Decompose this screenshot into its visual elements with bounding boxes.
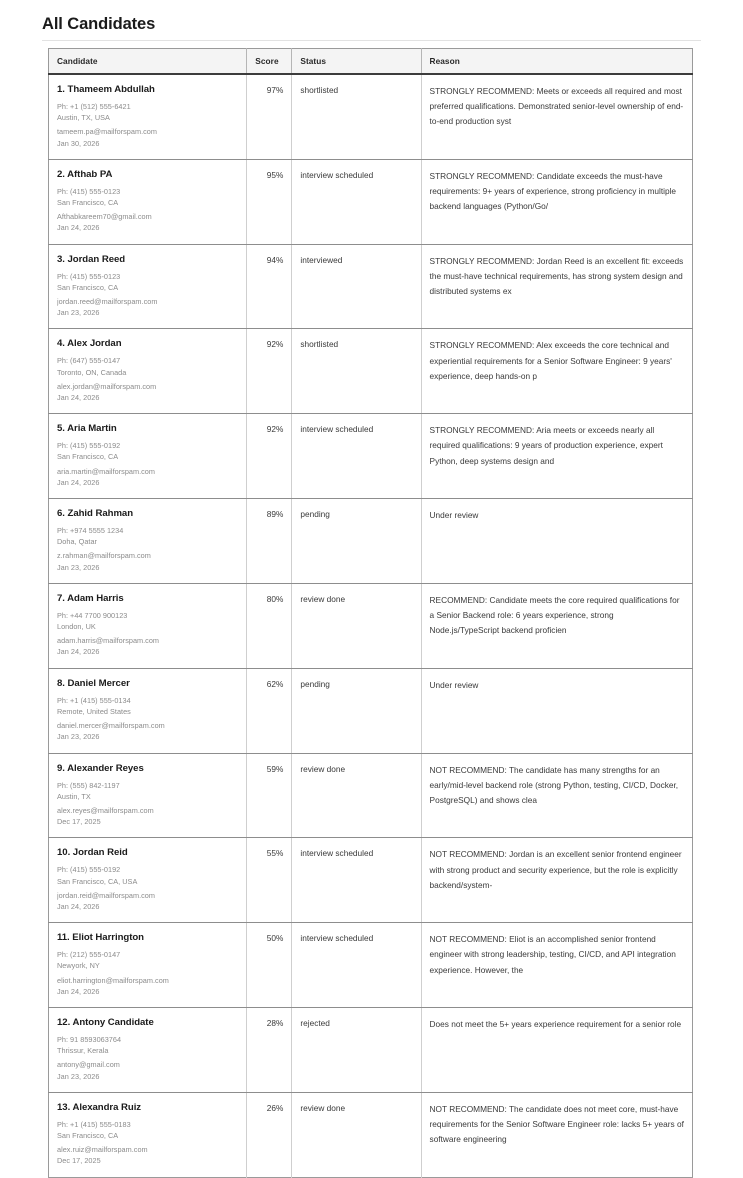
candidate-date: Jan 24, 2026 [57,901,100,911]
candidate-phone: Ph: (415) 555-0123 [57,186,121,196]
candidate-cell [49,583,247,668]
candidates-table [48,48,693,1178]
reason-cell: STRONGLY RECOMMEND: Aria meets or exceeds nearly all required qualifications: 9 years of production experience, expert Python, deep systems design and [421,414,692,499]
candidate-phone: Ph: +974 5555 1234 [57,526,124,536]
candidate-date: Jan 23, 2026 [57,732,100,742]
reason-cell: NOT RECOMMEND: Eliot is an accomplished senior frontend engineer with strong leadership, testing, CI/CD, and API integration experience. However, the [421,923,692,1008]
table-header [49,49,693,75]
score-cell: 59% [247,753,292,838]
reason-cell: NOT RECOMMEND: The candidate does not meet core, must-have requirements for the Senior Software Engineer role: lacks 5+ years of software engineering [429,1103,684,1145]
candidate-cell [49,414,247,499]
candidate-cell [49,499,247,584]
candidate-name: 6. Zahid Rahman [57,508,134,520]
candidate-email: alex.ruiz@mailforspam.com [57,1145,148,1155]
candidate-date: Jan 24, 2026 [57,477,100,487]
candidate-phone: Ph: +1 (415) 555-0134 [57,695,131,705]
table-row[interactable] [49,499,693,584]
candidates-table-container [48,48,693,1178]
candidate-date: Jan 24, 2026 [57,223,100,233]
candidate-email: eliot.harrington@mailforspam.com [57,975,169,985]
reason-cell: STRONGLY RECOMMEND: Candidate exceeds the must-have requirements: 9+ years of experience, strong proficiency in multiple backend languages (Python/Go/ [421,159,692,244]
candidate-location: San Francisco, CA, USA [57,876,138,886]
table-row[interactable] [49,838,693,923]
reason-cell: NOT RECOMMEND: The candidate has many strengths for an early/mid-level backend role (strong Python, testing, CI/CD, Docker, PostgreSQL) and shows clea [421,753,692,838]
candidate-location: London, UK [57,622,96,632]
candidate-meta [57,780,238,828]
candidate-name: 4. Alex Jordan [57,338,122,350]
candidate-meta [57,1034,238,1082]
status-cell: shortlisted [292,74,421,159]
score-cell: 89% [247,499,292,584]
column-header-score[interactable]: Score [247,49,292,75]
candidate-phone: Ph: (555) 842-1197 [57,780,120,790]
candidate-cell [49,923,247,1008]
score-cell: 62% [247,668,292,753]
candidate-location: Remote, United States [57,706,131,716]
table-row[interactable] [49,244,693,329]
candidate-date: Jan 23, 2026 [57,1071,100,1081]
score-cell: 92% [247,329,292,414]
candidate-phone: Ph: (415) 555-0192 [57,441,121,451]
candidate-cell [49,329,247,414]
candidate-phone: Ph: +1 (415) 555-0183 [57,1119,131,1129]
candidate-email: alex.reyes@mailforspam.com [57,805,154,815]
candidate-meta [57,271,238,319]
score-cell: 92% [247,414,292,499]
reason-cell: Under review [421,499,692,584]
candidate-name: 1. Thameem Abdullah [57,84,155,95]
candidate-phone: Ph: (415) 555-0192 [57,865,121,875]
reason-cell: NOT RECOMMEND: Jordan is an excellent senior frontend engineer with strong product and security experience, but the role is explicitly backend/system- [421,838,692,923]
candidate-meta [57,101,238,149]
candidate-phone: Ph: 91 8593063764 [57,1034,122,1044]
score-cell: 97% [247,74,292,159]
candidate-email: alex.jordan@mailforspam.com [57,381,157,391]
candidate-email: Afthabkareem70@gmail.com [57,212,152,222]
candidate-name: 11. Eliot Harrington [57,932,144,944]
candidate-meta [57,1119,238,1167]
column-header-status[interactable]: Status [292,49,421,75]
reason-cell: Does not meet the 5+ years experience requirement for a senior role [421,1007,692,1092]
status-cell: interviewed [292,244,421,329]
candidate-date: Jan 24, 2026 [57,647,100,657]
column-header-candidate[interactable]: Candidate [49,49,247,75]
candidate-date: Jan 24, 2026 [57,986,100,996]
candidate-email: adam.harris@mailforspam.com [57,636,160,646]
status-cell: interview scheduled [292,923,421,1008]
score-cell: 28% [247,1007,292,1092]
candidate-date: Dec 17, 2025 [57,817,101,827]
candidate-email: jordan.reed@mailforspam.com [57,297,158,307]
candidate-meta [57,695,238,743]
candidate-location: Thrissur, Kerala [57,1046,109,1056]
status-cell: review done [292,1092,421,1177]
score-cell: 26% [247,1092,292,1177]
candidate-location: Newyork, NY [57,961,100,971]
status-cell: review done [292,583,421,668]
candidate-location: Austin, TX, USA [57,113,110,123]
candidate-location: San Francisco, CA [57,198,119,208]
status-cell: shortlisted [292,329,421,414]
candidate-phone: Ph: +1 (512) 555-6421 [57,102,131,111]
reason-cell: STRONGLY RECOMMEND: Jordan Reed is an excellent fit: exceeds the must-have technical requirements, has strong system design and distributed systems ex [421,244,692,329]
candidate-date: Dec 17, 2025 [57,1156,101,1166]
status-cell: pending [292,499,421,584]
candidate-location: Doha, Qatar [57,537,97,547]
table-row[interactable] [49,583,693,668]
table-row[interactable] [49,753,693,838]
candidate-name: 10. Jordan Reid [57,847,128,859]
candidate-cell [49,244,247,329]
candidate-date: Jan 30, 2026 [57,138,100,148]
candidate-phone: Ph: (647) 555-0147 [57,356,121,366]
candidate-name: 12. Antony Candidate [57,1016,154,1028]
score-cell: 95% [247,159,292,244]
candidate-meta [57,186,238,234]
candidate-location: San Francisco, CA [57,1130,119,1140]
candidate-meta [57,949,238,997]
score-cell: 80% [247,583,292,668]
candidate-name: 9. Alexander Reyes [57,762,144,774]
page-title: All Candidates [42,15,156,33]
candidate-location: Toronto, ON, Canada [57,367,127,377]
candidate-email: jordan.reid@mailforspam.com [57,890,155,900]
table-row[interactable] [49,668,693,753]
table-row[interactable] [49,1092,693,1177]
status-cell: review done [292,753,421,838]
candidate-email: aria.martin@mailforspam.com [57,466,155,476]
candidate-meta [57,610,238,658]
candidate-name: 13. Alexandra Ruiz [57,1101,142,1113]
table-header-row [49,49,693,75]
candidate-phone: Ph: (212) 555-0147 [57,950,121,960]
candidate-phone: Ph: +44 7700 900123 [57,610,128,620]
candidate-email: daniel.mercer@mailforspam.com [57,721,165,731]
candidate-name: 3. Jordan Reed [57,253,126,265]
candidate-date: Jan 23, 2026 [57,562,100,572]
candidate-cell [49,753,247,838]
candidate-meta [57,525,238,573]
candidate-date: Jan 24, 2026 [57,393,100,403]
candidate-cell [49,74,247,159]
reason-cell: RECOMMEND: Candidate meets the core required qualifications for a Senior Backend role: 6 years experience, strong Node.js/TypeScript backend proficien [421,583,692,668]
reason-cell: STRONGLY RECOMMEND: Alex exceeds the core technical and experiential requirements for a Senior Software Engineer: 9 years' experience, deep hands-on p [421,329,692,414]
candidate-name: 7. Adam Harris [57,592,124,604]
candidate-name: 8. Daniel Mercer [57,677,130,689]
candidate-name: 5. Aria Martin [57,423,117,435]
candidate-meta [57,864,238,912]
reason-cell: STRONGLY RECOMMEND: Meets or exceeds all required and most preferred qualifications. Demonstrated senior-level ownership of end-to-end production syst [421,74,692,159]
candidate-cell [49,1007,247,1092]
table-row[interactable] [49,923,693,1008]
candidate-cell [49,668,247,753]
candidate-date: Jan 23, 2026 [57,308,100,318]
candidate-email: antony@gmail.com [57,1060,120,1070]
candidate-meta [57,355,238,403]
candidate-name: 2. Afthab PA [57,168,113,180]
status-cell: interview scheduled [292,414,421,499]
candidate-email: z.rahman@mailforspam.com [57,551,151,561]
candidate-email: tameem.pa@mailforspam.com [57,127,157,137]
table-row[interactable] [49,329,693,414]
reason-cell: Under review [421,668,692,753]
candidate-cell [49,838,247,923]
candidate-location: San Francisco, CA [57,282,119,292]
candidate-location: Austin, TX [57,791,91,801]
candidate-cell [49,159,247,244]
score-cell: 94% [247,244,292,329]
candidate-location: San Francisco, CA [57,452,119,462]
score-cell: 50% [247,923,292,1008]
status-cell: interview scheduled [292,159,421,244]
table-row[interactable] [49,74,693,159]
score-cell: 55% [247,838,292,923]
title-divider [42,40,701,41]
table-row[interactable] [49,414,693,499]
table-body [49,74,693,1177]
status-cell: pending [292,668,421,753]
status-cell: rejected [292,1007,421,1092]
candidate-meta [57,440,238,488]
table-row[interactable] [49,159,693,244]
candidate-cell [49,1092,247,1177]
column-header-reason[interactable]: Reason [421,49,692,75]
candidate-phone: Ph: (415) 555-0123 [57,271,121,281]
status-cell: interview scheduled [292,838,421,923]
table-row[interactable] [49,1007,693,1092]
